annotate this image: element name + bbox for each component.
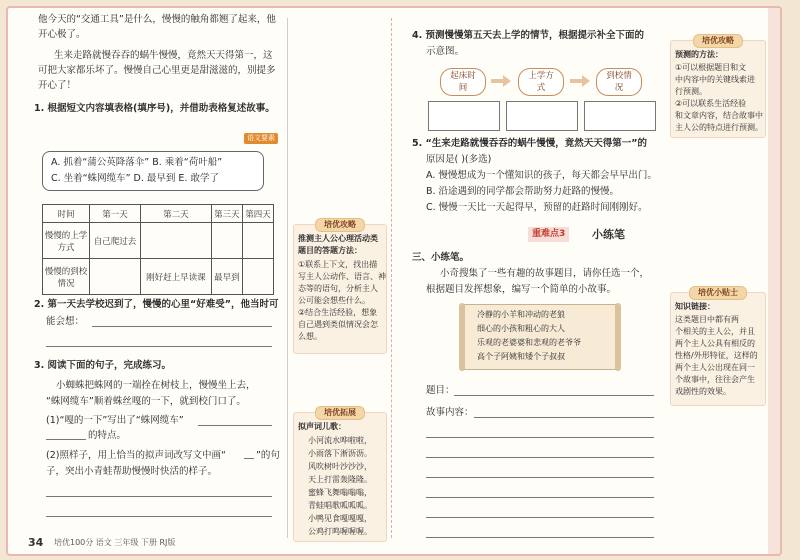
intro-line-3: 生来走路就慢吞吞的蜗牛慢慢，竟然天天得第一，这 — [54, 50, 273, 61]
tip-line: 么想。 — [298, 332, 322, 341]
rhyme-line: 蜜蜂飞舞嗡嗡嗡， — [308, 488, 372, 497]
rhyme-line: 小鸭见食嘎嘎嘎， — [308, 514, 372, 523]
scroll-roll — [615, 303, 621, 371]
flow-step — [518, 68, 564, 96]
sub-question-2-cont2: 子，突出小青蛙帮助慢慢时快活的样子。 — [46, 466, 218, 477]
option-c: C. 慢慢一天比一天起得早，预留的赶路时间刚刚好。 — [426, 202, 648, 213]
sub-question-1: (1)“嘎的一下”写出了“蛛网缆车” — [46, 415, 184, 426]
story-title-option: 细心的小孩和粗心的大人 — [477, 324, 565, 333]
answer-line[interactable] — [46, 439, 86, 440]
passage-line-2: “蛛网缆车”顺着蛛丝嘎的一下，就到校门口了。 — [46, 396, 246, 407]
answer-line[interactable] — [198, 425, 272, 426]
table-cell-empty[interactable] — [90, 259, 141, 295]
question-2-cont: 能会想： — [46, 316, 85, 327]
scroll-roll — [459, 303, 465, 371]
arrow-icon — [570, 75, 590, 87]
content-line[interactable] — [426, 497, 654, 498]
content-line[interactable] — [426, 517, 654, 518]
sub-question-2-cont: ”的句 — [256, 450, 280, 461]
table-cell: 自己爬过去 — [90, 223, 141, 259]
question-1: 1. 根据短文内容填表格(填序号)，并借助表格复述故事。 — [34, 103, 275, 114]
answer-line[interactable] — [92, 326, 272, 327]
table-header: 第四天 — [242, 205, 273, 223]
table-header: 第一天 — [90, 205, 141, 223]
badge: 语文要素 — [244, 133, 278, 144]
tip-line: ②结合生活经验，想象 — [298, 308, 378, 317]
rhyme-line: 青蛙唱歌呱呱呱。 — [308, 501, 372, 510]
edge-strip — [768, 8, 780, 554]
tip-box-knowledge — [670, 288, 766, 406]
tip-title: 培优攻略 — [315, 218, 365, 232]
content-line[interactable] — [426, 437, 654, 438]
story-title-option: 冷静的小羊和冲动的老狼 — [477, 310, 565, 319]
content-line[interactable] — [474, 417, 654, 418]
flow-step-label: 起床时间 — [450, 71, 476, 93]
rhyme-line: 公鸡打鸣喔喔喔。 — [308, 527, 372, 536]
page-number: 34 — [28, 536, 44, 549]
tip-line: 和文章内容，结合故事中 — [675, 111, 763, 120]
tip-line: 两个主人公具有相反的 — [675, 339, 755, 348]
content-line[interactable] — [426, 537, 654, 538]
rhyme-line: 天上打雷轰隆隆。 — [308, 475, 372, 484]
story-title-option: 高个子阿姨和矮个子叔叔 — [477, 352, 565, 361]
story-title-option: 乐观的老婆婆和悲观的老爷爷 — [477, 338, 581, 347]
title-scroll — [464, 304, 616, 370]
tip-line: 个相关的主人公，并且 — [675, 327, 755, 336]
tip-line: 态等的语句，分析主人 — [298, 284, 378, 293]
question-5-cont: 原因是( )(多选) — [426, 154, 492, 165]
answer-line[interactable] — [46, 516, 272, 517]
footer-text: 培优100分 语文 三年级 下册 RJ版 — [54, 538, 176, 547]
tip-line: 写主人公动作、语言、神 — [298, 272, 386, 281]
tip-heading: 拟声词儿歌： — [298, 422, 346, 431]
question-three-desc-1: 小奇搜集了一些有趣的故事题目，请你任选一个， — [440, 268, 650, 279]
intro-line-2: 开心极了。 — [38, 29, 86, 40]
tip-heading: 知识链接： — [675, 302, 715, 311]
flow-step-label: 到校情况 — [606, 71, 632, 93]
question-5: 5. “生来走路就慢吞吞的蜗牛慢慢，竟然天天得第一”的 — [412, 138, 648, 149]
tip-line: 性格/外形特征，这样的 — [675, 351, 758, 360]
table-cell-empty[interactable] — [211, 223, 242, 259]
tip-line: 两个主人公出现在同一 — [675, 363, 755, 372]
tip-line: 公可能会想些什么。 — [298, 296, 370, 305]
options-line-2: C. 坐着“蛛网缆车” D. 最早到 E. 敢学了 — [51, 173, 219, 184]
tip-box-extension — [293, 408, 387, 542]
tip-heading: 预测的方法： — [675, 50, 723, 59]
table-cell-empty[interactable] — [242, 259, 273, 295]
answer-box[interactable] — [584, 101, 656, 131]
table-row-label: 慢慢的上学方式 — [43, 223, 90, 259]
tip-line: 主人公的特点进行预测。 — [675, 123, 763, 132]
section-title: 小练笔 — [592, 228, 625, 241]
tip-box-strategy — [293, 220, 387, 354]
flow-step — [440, 68, 486, 96]
section-label: 重难点3 — [528, 227, 569, 242]
rhyme-line: 风吹树叶沙沙沙， — [308, 462, 372, 471]
flow-step — [596, 68, 642, 96]
answer-box[interactable] — [428, 101, 500, 131]
tip-line: 中内容中的关键线索进 — [675, 75, 755, 84]
table-header: 第三天 — [211, 205, 242, 223]
table-header: 第二天 — [140, 205, 211, 223]
option-b: B. 沿途遇到的同学都会帮助努力赶路的慢慢。 — [426, 186, 620, 197]
intro-line-4: 可把大家都乐坏了。慢慢自己心里更是甜滋滋的，别提多 — [38, 65, 276, 76]
workbook-page — [6, 6, 782, 556]
tip-line: 行预测。 — [675, 87, 707, 96]
flow-step-label: 上学方式 — [528, 71, 554, 93]
tip-line: ②可以联系生活经验 — [675, 99, 747, 108]
table-header: 时间 — [43, 205, 90, 223]
question-2: 2. 第一天去学校迟到了，慢慢的心里“好难受”，他当时可 — [34, 299, 279, 310]
answer-box[interactable] — [506, 101, 578, 131]
question-three: 三、小练笔。 — [412, 252, 470, 263]
table-row-label: 慢慢的到校情况 — [43, 259, 90, 295]
info-table — [42, 204, 274, 295]
options-line-1: A. 抓着“蒲公英降落伞” B. 乘着“荷叶船” — [51, 157, 223, 168]
sub-question-1-cont: 的特点。 — [88, 430, 127, 441]
tip-line: 个故事中，往往会产生 — [675, 375, 755, 384]
tip-line: ①联系上下文，找出描 — [298, 260, 378, 269]
question-4-cont: 示意图。 — [426, 46, 465, 57]
table-cell-empty[interactable] — [140, 223, 211, 259]
table-cell: 最早到 — [211, 259, 242, 295]
tip-title: 培优小贴士 — [689, 286, 747, 300]
tip-heading: 推测主人公心理活动类题目的答题方法： — [298, 234, 378, 255]
tip-box-prediction — [670, 36, 766, 138]
tip-line: 这类题目中都有两 — [675, 315, 739, 324]
intro-line-5: 开心了！ — [38, 80, 77, 91]
center-fold — [391, 18, 392, 538]
tip-line: 戏剧性的效果。 — [675, 387, 731, 396]
intro-line-1: 他今天的“交通工具”是什么，慢慢的触角都翘了起来，他 — [38, 14, 276, 25]
tip-title: 培优拓展 — [315, 406, 365, 420]
table-cell-empty[interactable] — [242, 223, 273, 259]
content-label: 故事内容： — [426, 407, 474, 418]
answer-line[interactable] — [46, 346, 272, 347]
tip-line: ①可以根据题目和文 — [675, 63, 747, 72]
tip-line: 自己遇到类似情况会怎 — [298, 320, 378, 329]
tip-title: 培优攻略 — [693, 34, 743, 48]
title-label: 题目： — [426, 385, 455, 396]
question-4: 4. 预测慢慢第五天去上学的情节，根据提示补全下面的 — [412, 30, 645, 41]
title-input-line[interactable] — [454, 395, 654, 396]
column-divider — [287, 18, 288, 538]
passage-line-1: 小蜘蛛把蛛网的一端拴在树枝上，慢慢坐上去， — [56, 380, 256, 391]
options-box — [42, 151, 264, 191]
content-line[interactable] — [426, 457, 654, 458]
rhyme-line: 小雨落下淅沥沥。 — [308, 449, 372, 458]
question-3: 3. 阅读下面的句子，完成练习。 — [34, 360, 172, 371]
sub-question-2: (2)照样子，用上恰当的拟声词改写文中画“ — [46, 450, 226, 461]
arrow-icon — [491, 75, 511, 87]
table-cell: 刚好赶上早读课 — [140, 259, 211, 295]
underline-sample — [244, 458, 254, 459]
question-three-desc-2: 根据题目发挥想象，编写一个简单的小故事。 — [426, 284, 617, 295]
rhyme-line: 小河流水哗啦啦， — [308, 436, 372, 445]
option-a: A. 慢慢想成为一个懂知识的孩子，每天都会早早出门。 — [426, 170, 657, 181]
content-line[interactable] — [426, 477, 654, 478]
answer-line[interactable] — [46, 496, 272, 497]
